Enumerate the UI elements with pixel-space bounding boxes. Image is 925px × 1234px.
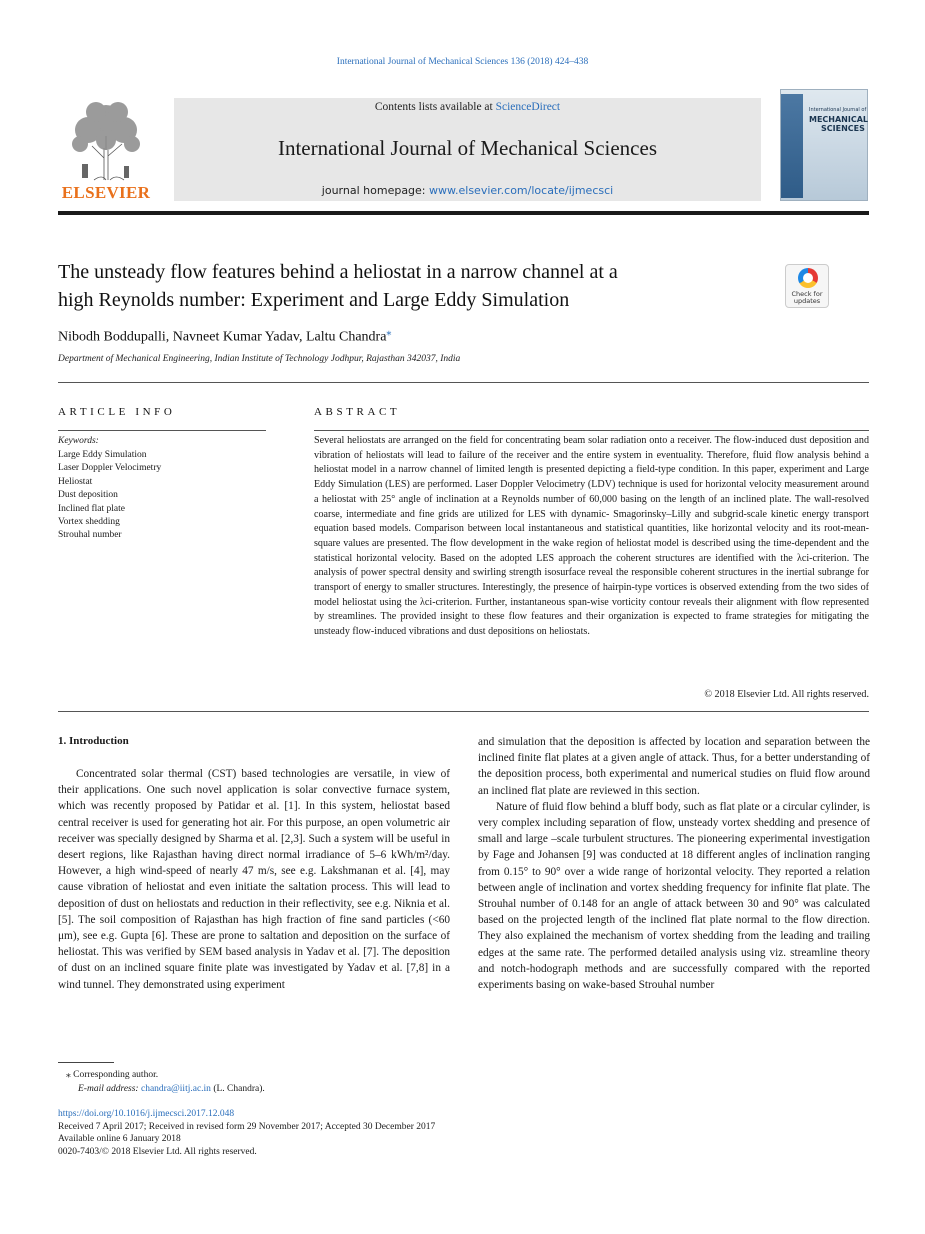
email-label: E-mail address: bbox=[78, 1083, 141, 1094]
keywords-label: Keywords: bbox=[58, 436, 99, 446]
article-title bbox=[58, 258, 758, 314]
header-rule bbox=[58, 211, 869, 215]
journal-header bbox=[174, 98, 761, 201]
sciencedirect-link[interactable]: ScienceDirect bbox=[495, 101, 561, 113]
elsevier-logo bbox=[58, 98, 154, 202]
keyword-list bbox=[58, 449, 161, 543]
received-dates: Received 7 April 2017; Received in revised form 29 November 2017; Accepted 30 December 2017 bbox=[58, 1121, 436, 1132]
journal-cover-thumbnail[interactable] bbox=[780, 89, 868, 201]
intro-paragraph: Nature of fluid flow behind a bluff body, such as flat plate or a circular cylinder, is very complex including separation of flow, unsteady vortex shedding and presence of small and large –scale turbulent structures. The pioneering experimental investigation by Fage and Johansen [9] was conducted at 18 different angles of inclination ranging from 0.15° to 90° over a wide range of horizontal velocity. They reported a relation between angle of inclination and vortex shedding frequency for infinite flat plate. The Strouhal number of 0.148 for an angle of attack between 30 and 90° was calculated based on the projected length of the inclined flat plate normal to the flow direction. They also explained the mechanism of vortex shedding from the leading and trailing edges at the same rate. The performed detailed analysis using viz. streamline theory and notch-hodograph methods and are successfully compared with the reported experiments basing on wake-based Strouhal number bbox=[478, 800, 870, 992]
keyword-item: Inclined flat plate bbox=[58, 503, 125, 514]
contents-line bbox=[174, 101, 761, 113]
check-updates-icon bbox=[798, 268, 818, 288]
available-online-date: Available online 6 January 2018 bbox=[58, 1134, 181, 1145]
check-for-updates-badge[interactable] bbox=[785, 264, 829, 308]
keyword-item: Heliostat bbox=[58, 476, 93, 487]
elsevier-tree-icon bbox=[64, 98, 148, 182]
cover-title-line2: MECHANICAL bbox=[809, 115, 869, 124]
abstract-heading: ABSTRACT bbox=[314, 406, 401, 418]
cover-title-line3: SCIENCES bbox=[821, 124, 865, 133]
footnote bbox=[66, 1069, 265, 1096]
article-info-rule bbox=[58, 430, 266, 431]
cover-stripe bbox=[781, 94, 803, 198]
contents-prefix: Contents lists available at bbox=[374, 101, 496, 113]
article-info-heading: ARTICLE INFO bbox=[58, 406, 176, 418]
abstract-text: Several heliostats are arranged on the field for concentrating beam solar radiation onto a receiver. The flow-induced dust deposition and vibration of heliostats will lead to failure of the receiver and the entire system in eventuality. Therefore, fluid flow analysis behind a heliostat model in a narrow channel of limited length is presented depicting a field-type condition. In this paper, experiment and Large Eddy Simulation (LES) are performed. Laser Doppler Velocimetry (LDV) technique is used for horizontal velocity measurement around a heliostat with 25° angle of inclination at a Reynolds number of 60,000 basing on the length of an inclined plate. The wall-resolved coarse, intermediate and fine grids are utilized for LES with dynamic- Smagorinsky–Lilly and subgrid-scale kinetic energy transport equation based models. Comparison between local instantaneous and statistical quantities, like horizontal velocity and its root-mean-square values are presented. The flow development in the wake region of heliostat model is described using the time-dependent and the statistical horizontal velocity. Based on the adopted LES approach the coherent structures are identified with the λci-criterion. The analysis of power spectral density and swirling strength isosurface reveal the responsible coherent structures in the inertial subrange for transport of energy to smaller structures. Interestingly, the presence of hairpin-type vortices is observed extending from the two sides of model heliostat using the λci-criterion. Further, instantaneous span-wise vorticity contour reveals their alignment with flow represented by streamlines. The provided insight to these flow features and their organization is expected to frame strategies for mitigating the unsteady flow-induced vibrations and dust depositions on heliostats. bbox=[314, 435, 869, 638]
keyword-item: Laser Doppler Velocimetry bbox=[58, 463, 162, 474]
keyword-item: Vortex shedding bbox=[58, 517, 120, 528]
check-updates-label bbox=[786, 291, 828, 305]
authors-text: Nibodh Boddupalli, Navneet Kumar Yadav, Laltu Chandra bbox=[58, 329, 387, 345]
journal-title: International Journal of Mechanical Sciences bbox=[277, 136, 657, 160]
article-title-line1: The unsteady flow features behind a heliostat in a narrow channel at a bbox=[58, 261, 618, 283]
cover-title-line1: International Journal of bbox=[809, 107, 867, 113]
author-list bbox=[58, 327, 391, 346]
journal-homepage-link[interactable]: www.elsevier.com/locate/ijmecsci bbox=[429, 184, 614, 197]
corresponding-author-mark[interactable]: ⁎ bbox=[386, 327, 392, 338]
check-updates-line2: updates bbox=[793, 297, 821, 305]
intro-paragraph: Concentrated solar thermal (CST) based technologies are versatile, in view of their applications. One such novel application is solar convective furnace system, which was recently proposed by Patidar et al. [1]. In this system, heliostat based central receiver is used for generating hot air. For this purpose, an open volumetric air receiver was specially designed by Sharma et al. [2,3]. Such a system will be useful in desert regions, like Rajasthan having direct normal irradiance of 5–6 kWh/m²/day. However, a high wind-speed of nearly 47 m/s, see e.g. Lakshmanan et al. [4], may cause vibration of heliostat and even initiate the saltation process. This will lead to deposition of dust on heliostats and reduction in their reflectivity, see e.g. Niknia et al. [5]. The soil composition of Rajasthan has high fraction of fine sand particles (<60 μm), see e.g. Gupta [6]. These are prone to saltation and deposition on the surface of heliostat. This was verified by SEM based analysis in Yadav et al. [7]. The deposition of dust on an inclined square finite plate was investigated by Yadav et al. [7,8] in a wind tunnel. They demonstrated using experiment bbox=[58, 768, 450, 991]
corresponding-author-note: ⁎ Corresponding author. bbox=[66, 1070, 159, 1080]
abstract-rule bbox=[314, 430, 869, 431]
section-rule bbox=[58, 711, 869, 712]
check-updates-line1: Check for bbox=[791, 290, 823, 298]
author-email-link[interactable]: chandra@iitj.ac.in bbox=[140, 1083, 211, 1094]
keyword-item: Large Eddy Simulation bbox=[58, 450, 147, 460]
section-rule bbox=[58, 382, 869, 383]
body-column-right bbox=[478, 734, 870, 993]
article-metadata bbox=[58, 1108, 435, 1158]
body-column-left bbox=[58, 766, 450, 993]
doi-link[interactable]: https://doi.org/10.1016/j.ijmecsci.2017.12.048 bbox=[58, 1109, 235, 1119]
homepage-prefix: journal homepage: bbox=[321, 184, 430, 197]
footnote-rule bbox=[58, 1062, 114, 1063]
homepage-line bbox=[174, 184, 761, 197]
journal-citation[interactable]: International Journal of Mechanical Sciences 136 (2018) 424–438 bbox=[336, 57, 589, 67]
issn-copyright: 0020-7403/© 2018 Elsevier Ltd. All rights reserved. bbox=[58, 1146, 257, 1157]
elsevier-wordmark: ELSEVIER bbox=[61, 183, 151, 202]
introduction-heading: 1. Introduction bbox=[58, 735, 129, 747]
cover-title bbox=[809, 106, 868, 133]
email-suffix: (L. Chandra). bbox=[210, 1083, 265, 1094]
keyword-item: Strouhal number bbox=[58, 530, 122, 541]
article-title-line2: high Reynolds number: Experiment and Large Eddy Simulation bbox=[58, 289, 570, 311]
abstract-copyright: © 2018 Elsevier Ltd. All rights reserved. bbox=[704, 689, 869, 700]
intro-paragraph: and simulation that the deposition is affected by location and separation between the inclined finite flat plates at a given angle of attack. Thus, for a better understanding of the deposition process, both experimental and numerical studies on fluid flow around an inclined flat plate are reviewed in this section. bbox=[478, 736, 870, 797]
email-line bbox=[66, 1083, 265, 1097]
affiliation: Department of Mechanical Engineering, Indian Institute of Technology Jodhpur, Rajasthan 342037, India bbox=[58, 354, 461, 364]
keyword-item: Dust deposition bbox=[58, 490, 118, 501]
